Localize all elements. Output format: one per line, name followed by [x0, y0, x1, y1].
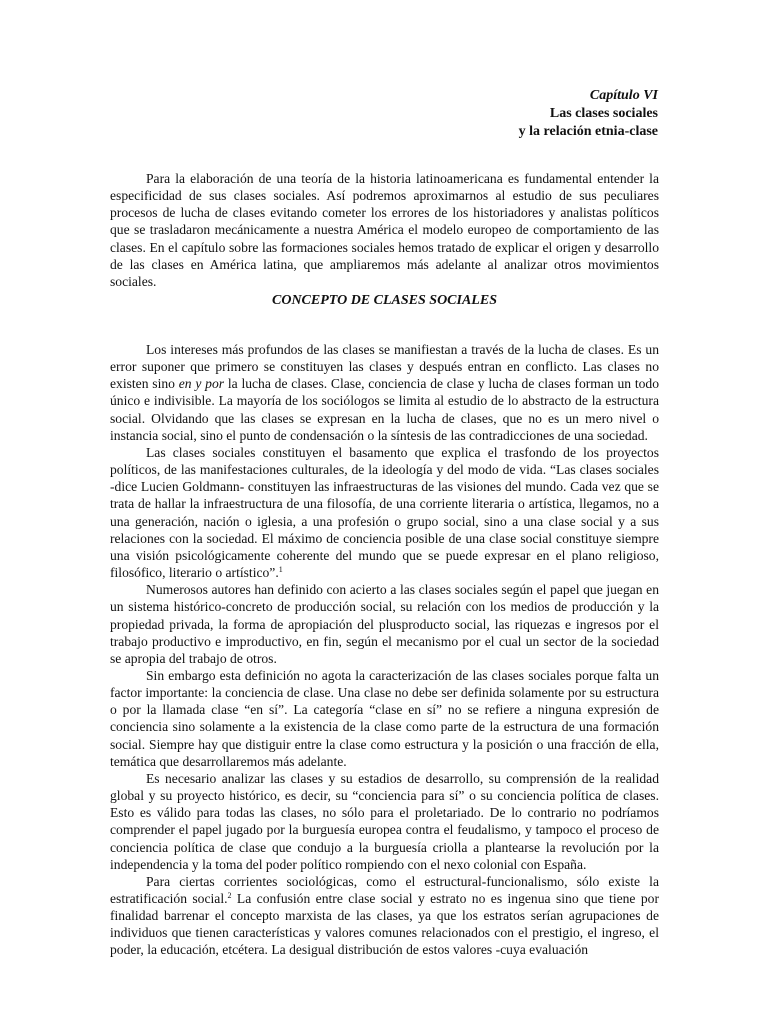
intro-paragraph: Para la elaboración de una teoría de la historia latinoamericana es fundamental entender la especificidad de sus clases sociales. Así podremos aproximarnos al estudio de sus peculiares procesos de lucha de clases evitando cometer los errores de los historiadores y analistas políticos que se trasladaron mecánicamente a nuestra América el modelo europeo de comportamiento de las clases. En el capítulo sobre las formaciones sociales hemos tratado de explicar el origen y desarrollo de las clases en América latina, que ampliaremos más adelante al analizar otros movimientos sociales.: [110, 171, 659, 289]
paragraph-2: [110, 444, 659, 581]
footnote-ref-1: 1: [278, 565, 283, 575]
footnote-ref-2: 2: [227, 891, 232, 900]
paragraph-6: [110, 873, 659, 959]
paragraph-6-part-a: Para ciertas corrientes sociológicas, como el estructural-funcionalismo, sólo existe la estratificación social.: [110, 873, 659, 906]
paragraph-1: [110, 341, 659, 444]
main-text: [110, 341, 659, 959]
chapter-heading: [519, 87, 658, 141]
paragraph-1-part-b: la lucha de clases. Clase, conciencia de clase y lucha de clases forman un todo único e indivisible. La mayoría de los sociólogos se limita al estudio de lo abstracto de la estructura social. Olvidando que las clases se expresan en la lucha de clases, que no es un mero nivel o instancia social, sino el punto de condensación o la síntesis de las contradicciones de una sociedad.: [110, 376, 659, 443]
chapter-title-line-1: Las clases sociales: [549, 106, 658, 121]
paragraph-1-emphasis: en y por: [178, 376, 225, 392]
section-title: CONCEPTO DE CLASES SOCIALES: [272, 293, 497, 308]
paragraph-3: Numerosos autores han definido con acierto a las clases sociales según el papel que juegan en un sistema histórico-concreto de producción social, su relación con los medios de producción y la propiedad privada, la forma de apropiación del plusproducto social, las riquezas e ingresos por el trabajo productivo e improductivo, en fin, según el mecanismo por el cual un sector de la sociedad se apropia del trabajo de otros.: [110, 582, 659, 666]
paragraph-1-part-a: Los intereses más profundos de las clases se manifiestan a través de la lucha de clases. Es un error suponer que primero se constituyen las clases y después entran en conflicto. Las clases no existen sino: [110, 342, 659, 392]
paragraph-6-part-b: La confusión entre clase social y estrato no es ingenua sino que tiene por finalidad barrenar el concepto marxista de las clases, ya que los estratos serían agrupaciones de individuos que tienen características y valores comunes relacionados con el prestigio, el ingreso, el poder, la educación, etcétera. La desigual distribución de estos valores -cuya evaluación: [110, 891, 659, 958]
chapter-title-line-2: y la relación etnia-clase: [518, 124, 658, 139]
intro-section: [110, 170, 659, 290]
paragraph-4: Sin embargo esta definición no agota la caracterización de las clases sociales porque falta un factor importante: la conciencia de clase. Una clase no debe ser definida solamente por su estructura o por la llamada clase “en sí”. La categoría “clase en sí” no se refiere a ninguna expresión de conciencia sino solamente a la existencia de la clase como parte de la estructura de una formación social. Siempre hay que distiguir entre la clase como estructura y la posición o una fracción de ella, temática que desarrollaremos más adelante.: [110, 667, 659, 769]
paragraph-5: Es necesario analizar las clases y su estadios de desarrollo, su comprensión de la realidad global y su proyecto histórico, es decir, su “conciencia para sí” o su conciencia política de clases. Esto es válido para todas las clases, no sólo para el proletariado. De lo contrario no podríamos comprender el papel jugado por la burguesía europea contra el feudalismo, y tampoco el proceso de conciencia política de clase que condujo a la burguesía criolla a plantearse la revolución por la independencia y la toma del poder político rompiendo con el nexo colonial con España.: [110, 770, 659, 872]
chapter-number: Capítulo VI: [589, 88, 658, 103]
paragraph-2-text: Las clases sociales constituyen el basamento que explica el trasfondo de los proyectos políticos, de las manifestaciones culturales, de la ideología y del modo de vida. “Las clases sociales -dice Lucien Goldmann- constituyen las infraestructuras de las visiones del mundo. Cada vez que se trata de hallar la infraestructura de una filosofía, de una corriente literaria o artística, llegamos, no a una generación, nación o iglesia, a una profesión o grupo social, sino a una clase social y a sus relaciones con la sociedad. El máximo de conciencia posible de una clase social constituye siempre una visión psicológicamente coherente del mundo que se puede expresar en el plano religioso, filosófico, literario o artístico”.: [110, 444, 659, 581]
